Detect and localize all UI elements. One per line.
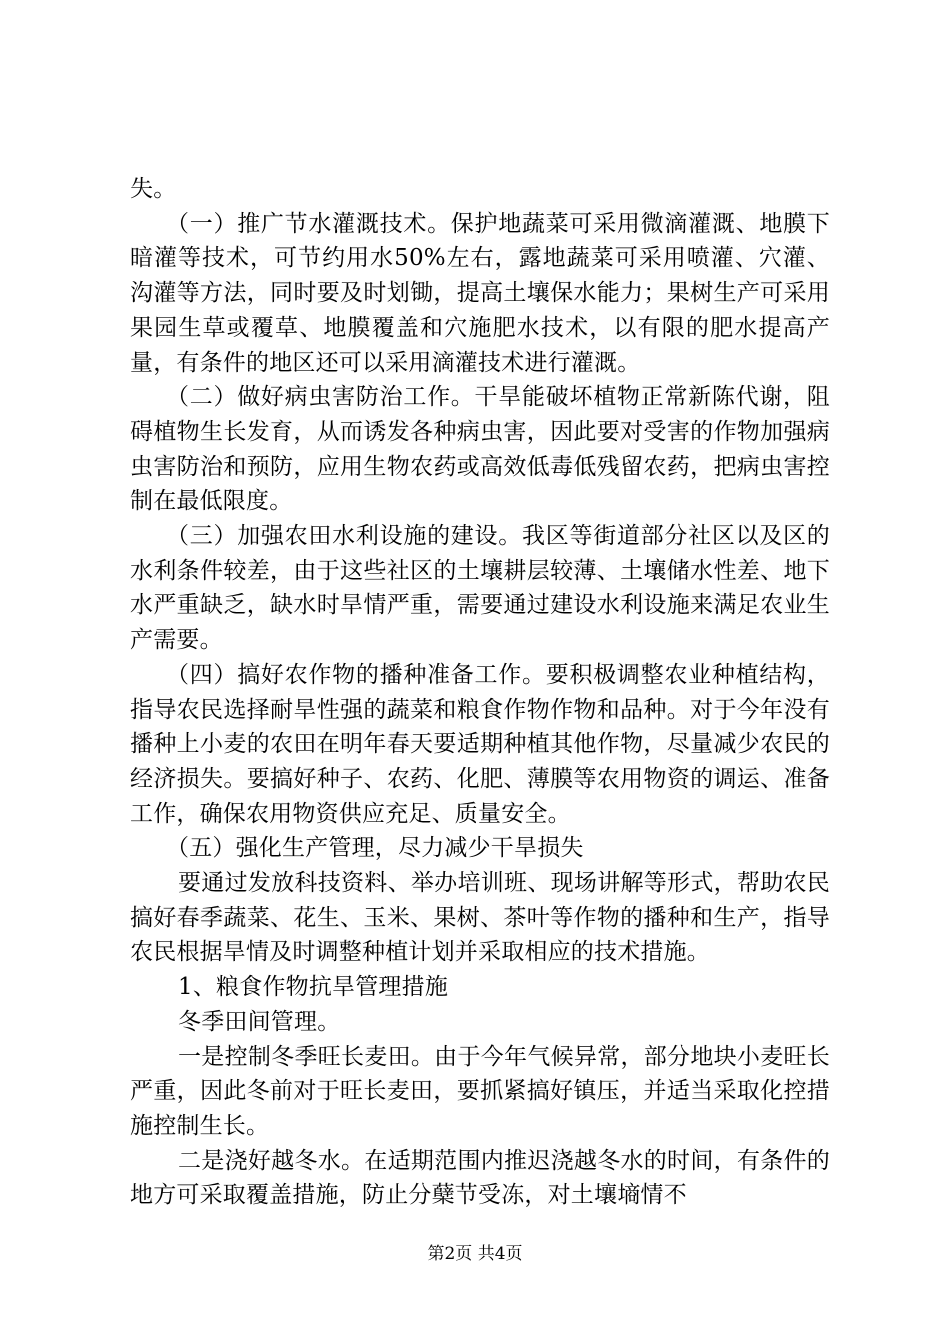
paragraph-point-one: 一是控制冬季旺长麦田。由于今年气候异常，部分地块小麦旺长严重，因此冬前对于旺长麦田，要抓紧搞好镇压，并适当采取化控措施控制生长。 <box>130 1043 830 1139</box>
paragraph-continuation: 失。 <box>130 176 177 202</box>
paragraph-section-5-body: 要通过发放科技资料、举办培训班、现场讲解等形式，帮助农民搞好春季蔬菜、花生、玉米、果树、茶叶等作物的播种和生产，指导农民根据旱情及时调整种植计划并采取相应的技术措施。 <box>130 870 830 966</box>
paragraph-section-2: （二）做好病虫害防治工作。干旱能破坏植物正常新陈代谢，阻碍植物生长发育，从而诱发各种病虫害，因此要对受害的作物加强病虫害防治和预防，应用生物农药或高效低毒低残留农药，把病虫害控制在最低限度。 <box>130 384 830 515</box>
paragraph-point-two: 二是浇好越冬水。在适期范围内推迟浇越冬水的时间，有条件的地方可采取覆盖措施，防止分蘖节受冻，对土壤墒情不 <box>130 1147 830 1209</box>
page-footer <box>0 1243 950 1265</box>
page-number-label: 第2页 共4页 <box>427 1244 523 1264</box>
paragraph-section-4: （四）搞好农作物的播种准备工作。要积极调整农业种植结构，指导农民选择耐旱性强的蔬菜和粮食作物作物和品种。对于今年没有播种上小麦的农田在明年春天要适期种植其他作物，尽量减少农民的经济损失。要搞好种子、农药、化肥、薄膜等农用物资的调运、准备工作，确保农用物资供应充足、质量安全。 <box>130 661 830 827</box>
paragraph-winter-management: 冬季田间管理。 <box>178 1008 341 1035</box>
paragraph-subheading-grain: 1、粮食作物抗旱管理措施 <box>178 974 449 1001</box>
paragraph-section-1: （一）推广节水灌溉技术。保护地蔬菜可采用微滴灌溉、地膜下暗灌等技术，可节约用水50%左右，露地蔬菜可采用喷灌、穴灌、沟灌等方法，同时要及时划锄，提高土壤保水能力；果树生产可采用果园生草或覆草、地膜覆盖和穴施肥水技术，以有限的肥水提高产量，有条件的地区还可以采用滴灌技术进行灌溉。 <box>130 210 830 376</box>
paragraph-section-5-heading: （五）强化生产管理，尽力减少干旱损失 <box>166 835 584 862</box>
paragraph-section-3: （三）加强农田水利设施的建设。我区等街道部分社区以及区的水利条件较差，由于这些社区的土壤耕层较薄、土壤储水性差、地下水严重缺乏，缺水时旱情严重，需要通过建设水利设施来满足农业生产需要。 <box>130 523 830 654</box>
document-body <box>130 172 830 1213</box>
